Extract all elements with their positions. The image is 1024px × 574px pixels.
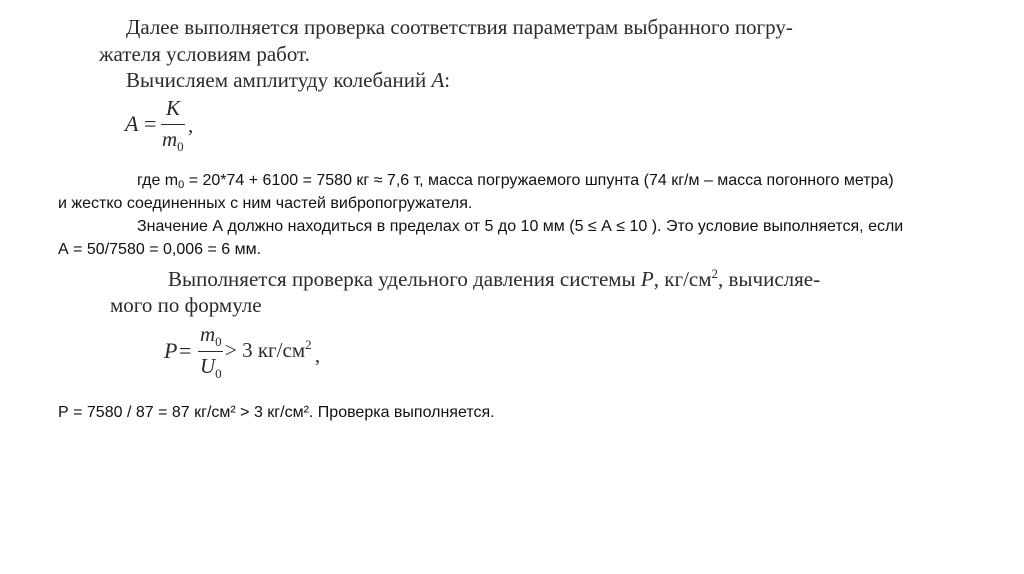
text-span: жателя условиям работ. — [99, 42, 310, 66]
formula-numerator: K — [166, 96, 181, 120]
text-line-check-params-1 — [126, 17, 793, 38]
text-line-check-params-2 — [99, 44, 310, 65]
formula-pressure — [164, 324, 344, 384]
text-span: = 20*74 + 6100 = 7580 кг ≈ 7,6 т, масса погружаемого шпунта (74 кг/м – масса погонного метра) — [184, 172, 894, 189]
text-line-amplitude — [126, 70, 450, 91]
formula-comma: , — [188, 113, 194, 137]
formula-lhs: A — [125, 111, 139, 136]
text-span: m — [200, 322, 216, 346]
text-span: , кг/см — [653, 267, 712, 291]
text-line-value-2 — [58, 242, 261, 258]
text-line-result — [58, 405, 495, 421]
text-span: Значение А должно находиться в пределах от 5 до 10 мм (5 ≤ А ≤ 10 ). Это условие выполняется, если — [137, 218, 904, 235]
formula-comma: , — [315, 345, 320, 367]
text-span: Вычисляем амплитуду колебаний — [126, 68, 432, 92]
text-span: Р = 7580 / 87 = 87 кг/см² > 3 кг/см². Проверка выполняется. — [58, 404, 495, 421]
text-span: и жестко соединенных с ним частей вибропогружателя. — [58, 195, 473, 212]
formula-equals: = — [179, 338, 192, 363]
superscript: 2 — [305, 337, 312, 352]
fraction-bar — [161, 124, 185, 125]
formula-equals: = — [144, 111, 157, 136]
formula-lhs: P — [164, 338, 178, 363]
text-line-pressure-2 — [110, 295, 262, 316]
formula-amplitude — [125, 98, 215, 158]
variable-a: A — [431, 68, 445, 92]
text-span: Выполняется проверка удельного давления системы — [168, 267, 641, 291]
text-span: Далее выполняется проверка соответствия параметрам выбранного погру- — [126, 15, 793, 39]
formula-denominator — [200, 354, 222, 381]
formula-numerator — [200, 322, 222, 349]
formula-denominator — [162, 127, 184, 154]
text-span: : — [444, 68, 451, 92]
text-line-pressure-1 — [168, 266, 821, 291]
variable-p: P — [640, 267, 654, 291]
text-span: > 3 кг/см — [225, 338, 306, 362]
fraction-bar — [198, 351, 223, 352]
text-span: U — [200, 354, 216, 378]
text-span: А = 50/7580 = 0,006 = 6 мм. — [58, 241, 262, 258]
subscript: 0 — [215, 334, 222, 349]
text-span: m — [162, 127, 178, 151]
subscript: 0 — [178, 179, 185, 191]
text-line-where-2 — [58, 196, 472, 212]
text-line-where — [137, 173, 894, 191]
subscript: 0 — [177, 139, 184, 154]
subscript: 0 — [215, 366, 222, 381]
superscript: 2 — [711, 266, 719, 281]
text-span: мого по формуле — [110, 293, 262, 317]
text-span: где m — [137, 172, 179, 189]
text-span: , вычисляе- — [718, 267, 821, 291]
text-line-value-1 — [137, 219, 903, 235]
formula-rhs — [225, 337, 312, 362]
